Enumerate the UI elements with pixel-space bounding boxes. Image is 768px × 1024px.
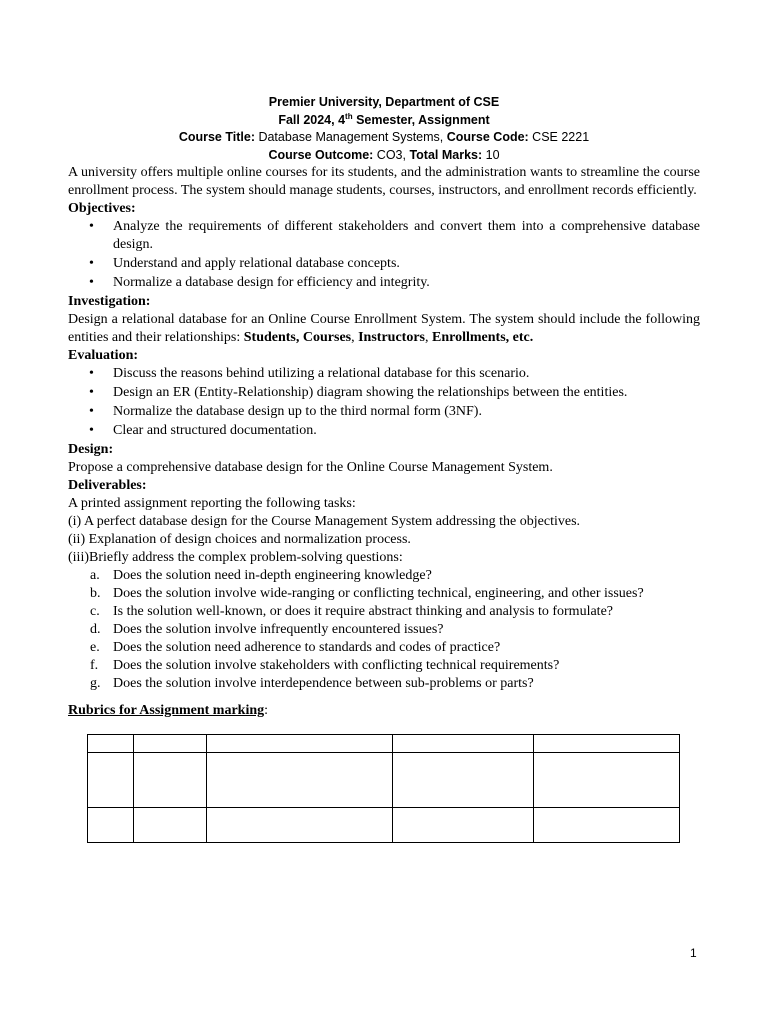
outcome-label: Course Outcome: [268,147,374,162]
marks-value: 10 [482,147,500,162]
bullet-icon: • [89,385,94,400]
marks-label: Total Marks: [409,147,483,162]
document-header [68,94,700,164]
task-item: (i) A perfect database design for the Course Management System addressing the objectives. [68,514,581,529]
list-item: • Normalize the database design up to the third normal form (3NF). [89,404,482,419]
table-cell [134,808,207,843]
task-item: (ii) Explanation of design choices and normalization process. [68,532,411,547]
list-item: • Analyze the requirements of different stakeholders and convert them into a comprehensive database design. [89,219,700,252]
table-cell [207,735,393,753]
deliverables-heading: Deliverables: [68,478,147,493]
table-row [88,753,680,808]
university-title: Premier University, Department of CSE [268,95,500,109]
design-heading: Design: [68,442,114,457]
list-item: b. Does the solution involve wide-ranging or conflicting technical, engineering, and other issues? [90,586,644,601]
outcome-value: CO3, [373,147,410,162]
course-title-value: Database Management Systems, [254,130,447,144]
intro-paragraph: A university offers multiple online courses for its students, and the administration wants to streamline the course enrollment process. The system should manage students, courses, instructors, and enrollment records efficiently. [68,165,700,198]
list-item: f. Does the solution involve stakeholders with conflicting technical requirements? [90,658,560,673]
table-cell [88,808,134,843]
design-paragraph: Propose a comprehensive database design for the Online Course Management System. [68,460,553,475]
table-row [88,735,680,753]
table-cell [534,735,680,753]
investigation-heading: Investigation: [68,294,151,309]
task-item: (iii)Briefly address the complex problem-solving questions: [68,550,403,565]
objectives-list [68,218,700,292]
bullet-icon: • [89,404,94,419]
course-code-label: Course Code: [446,130,529,144]
table-row [88,808,680,843]
semester-line: Fall 2024, 4th Semester, Assignment [278,111,490,127]
list-item: a. Does the solution need in-depth engineering knowledge? [90,568,432,583]
page-number: 1 [690,946,697,960]
list-item: • Normalize a database design for efficiency and integrity. [89,275,430,290]
rubrics-table [87,734,680,843]
table-cell [534,808,680,843]
table-cell [207,808,393,843]
list-item: • Clear and structured documentation. [89,423,317,438]
list-item: • Understand and apply relational database concepts. [89,256,400,271]
bullet-icon: • [89,366,94,381]
table-cell [134,735,207,753]
questions-list [68,567,700,693]
deliverables-intro: A printed assignment reporting the following tasks: [68,496,356,511]
objectives-heading: Objectives: [68,201,136,216]
evaluation-heading: Evaluation: [68,348,139,363]
course-line [68,129,700,147]
investigation-paragraph: Design a relational database for an Online Course Enrollment System. The system should include the following entities and their relationships: Students, Courses, Instructors, Enrollments, etc. [68,312,700,345]
table-cell [393,808,534,843]
bullet-icon: • [89,256,94,271]
table-cell [88,753,134,808]
list-item: d. Does the solution involve infrequently encountered issues? [90,622,444,637]
document-page [68,94,700,720]
list-item: g. Does the solution involve interdependence between sub-problems or parts? [90,676,534,691]
list-item: c. Is the solution well-known, or does it require abstract thinking and analysis to formulate? [90,604,613,619]
list-item: • Discuss the reasons behind utilizing a relational database for this scenario. [89,366,530,381]
table-cell [207,753,393,808]
course-code-value: CSE 2221 [528,130,590,144]
course-title-label: Course Title: [178,130,255,144]
table-cell [393,753,534,808]
bullet-icon: • [89,219,94,234]
outcome-line [68,147,700,165]
evaluation-list [68,365,700,440]
table-cell [134,753,207,808]
bullet-icon: • [89,275,94,290]
table-cell [88,735,134,753]
list-item: e. Does the solution need adherence to standards and codes of practice? [90,640,501,655]
table-cell [534,753,680,808]
bullet-icon: • [89,423,94,438]
table-cell [393,735,534,753]
list-item: • Design an ER (Entity-Relationship) diagram showing the relationships between the entities. [89,385,628,400]
rubrics-heading: Rubrics for Assignment marking: [68,703,269,718]
